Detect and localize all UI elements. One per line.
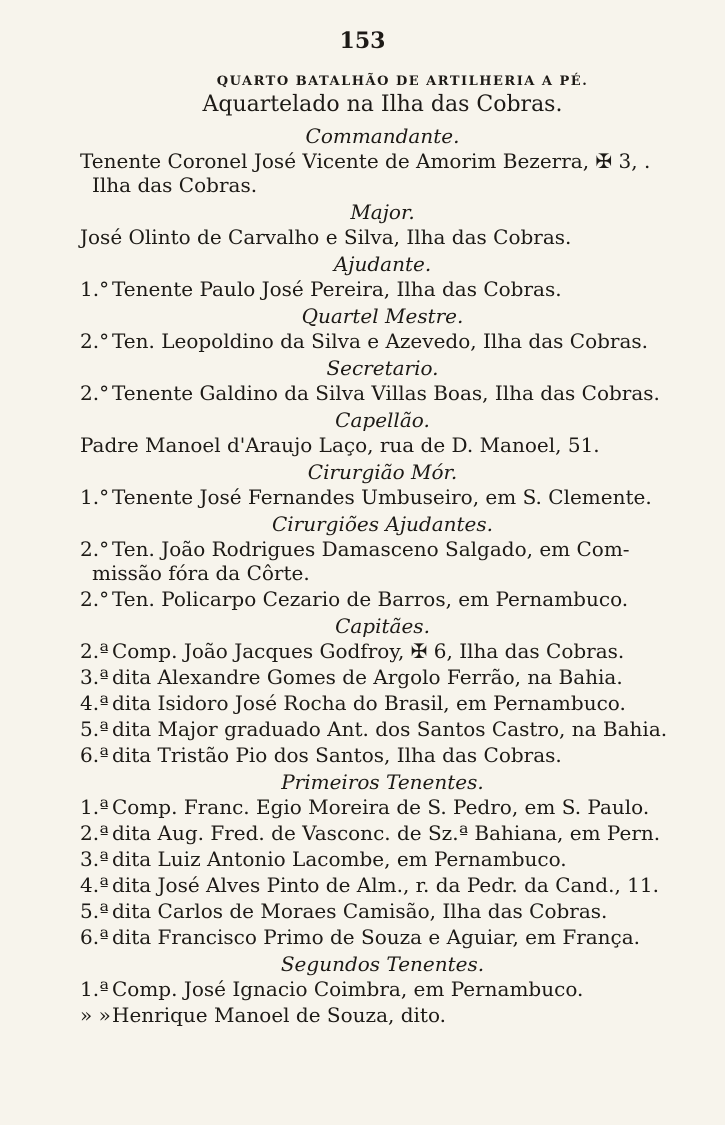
roster-entry bbox=[80, 665, 685, 689]
entry-text: José Olinto de Carvalho e Silva, Ilha das Cobras. bbox=[80, 225, 572, 249]
entry-ordinal: 6.ª bbox=[80, 925, 109, 949]
roster-section bbox=[80, 613, 685, 767]
roster-entry bbox=[80, 639, 685, 663]
entry-ordinal: 3.ª bbox=[80, 665, 109, 689]
roster-section bbox=[80, 407, 685, 457]
entry-continuation: Ilha das Cobras. bbox=[92, 173, 258, 197]
roster-section bbox=[80, 199, 685, 249]
roster-section bbox=[80, 123, 685, 197]
entry-text: Comp. João Jacques Godfroy, ✠ 6, Ilha das Cobras. bbox=[112, 639, 625, 663]
entry-ordinal: 2.° bbox=[80, 537, 110, 561]
entry-ordinal: 2.ª bbox=[80, 821, 109, 845]
roster-entry bbox=[80, 329, 685, 353]
roster-entry bbox=[80, 277, 685, 301]
section-title: Cirurgiões Ajudantes. bbox=[271, 512, 494, 536]
battalion-heading: QUARTO BATALHÃO DE ARTILHERIA A PÉ. bbox=[216, 74, 589, 89]
entry-text: Tenente Paulo José Pereira, Ilha das Cobras. bbox=[112, 277, 562, 301]
entry-text: Ten. João Rodrigues Damasceno Salgado, em Com- bbox=[112, 537, 630, 561]
roster-entry bbox=[80, 847, 685, 871]
section-title: Ajudante. bbox=[333, 252, 432, 276]
entry-ordinal: 2.° bbox=[80, 329, 110, 353]
entry-ordinal: 5.ª bbox=[80, 899, 109, 923]
entry-text: Tenente Coronel José Vicente de Amorim Bezerra, ✠ 3, . bbox=[80, 149, 651, 173]
roster-entry bbox=[80, 1003, 685, 1027]
entry-text: dita José Alves Pinto de Alm., r. da Pedr. da Cand., 11. bbox=[112, 873, 659, 897]
location-subheading: Aquartelado na Ilha das Cobras. bbox=[202, 92, 563, 117]
entry-ordinal: 6.ª bbox=[80, 743, 109, 767]
entry-ordinal: 3.ª bbox=[80, 847, 109, 871]
section-title: Capellão. bbox=[335, 408, 430, 432]
entry-text: dita Luiz Antonio Lacombe, em Pernambuco. bbox=[112, 847, 567, 871]
section-title: Segundos Tenentes. bbox=[280, 952, 485, 976]
entry-ordinal: 1.ª bbox=[80, 795, 109, 819]
section-title: Quartel Mestre. bbox=[301, 304, 464, 328]
roster-entry bbox=[80, 717, 685, 741]
section-title: Secretario. bbox=[326, 356, 439, 380]
entry-text: dita Major graduado Ant. dos Santos Castro, na Bahia. bbox=[112, 717, 668, 741]
entry-ordinal: 5.ª bbox=[80, 717, 109, 741]
entry-text: Comp. José Ignacio Coimbra, em Pernambuco. bbox=[112, 977, 584, 1001]
entry-ordinal: 2.° bbox=[80, 381, 110, 405]
roster-entry bbox=[80, 743, 685, 767]
roster-entry bbox=[80, 485, 685, 509]
section-title: Cirurgião Mór. bbox=[307, 460, 458, 484]
roster-entry bbox=[80, 537, 685, 585]
entry-ordinal: 2.° bbox=[80, 587, 110, 611]
entry-text: Tenente José Fernandes Umbuseiro, em S. Clemente. bbox=[112, 485, 652, 509]
roster-entry bbox=[80, 795, 685, 819]
roster-section bbox=[80, 459, 685, 509]
roster-sections bbox=[80, 123, 685, 1027]
roster-entry bbox=[80, 587, 685, 611]
roster-entry bbox=[80, 977, 685, 1001]
roster-section bbox=[80, 303, 685, 353]
entry-text: Ten. Leopoldino da Silva e Azevedo, Ilha das Cobras. bbox=[112, 329, 649, 353]
entry-text: dita Carlos de Moraes Camisão, Ilha das Cobras. bbox=[112, 899, 608, 923]
entry-text: dita Tristão Pio dos Santos, Ilha das Cobras. bbox=[112, 743, 562, 767]
section-title: Capitães. bbox=[335, 614, 430, 638]
section-title: Primeiros Tenentes. bbox=[281, 770, 484, 794]
entry-ordinal: 1.° bbox=[80, 277, 110, 301]
page-content bbox=[80, 74, 685, 1029]
roster-entry bbox=[80, 899, 685, 923]
entry-text: Tenente Galdino da Silva Villas Boas, Ilha das Cobras. bbox=[112, 381, 660, 405]
entry-text: dita Francisco Primo de Souza e Aguiar, em França. bbox=[112, 925, 641, 949]
roster-section bbox=[80, 511, 685, 611]
roster-entry bbox=[80, 691, 685, 715]
roster-entry bbox=[80, 225, 685, 249]
entry-text: dita Isidoro José Rocha do Brasil, em Pernambuco. bbox=[112, 691, 626, 715]
entry-text: dita Alexandre Gomes de Argolo Ferrão, na Bahia. bbox=[112, 665, 623, 689]
entry-text: Henrique Manoel de Souza, dito. bbox=[112, 1003, 446, 1027]
entry-ordinal: 4.ª bbox=[80, 691, 109, 715]
entry-text: Padre Manoel d'Araujo Laço, rua de D. Manoel, 51. bbox=[80, 433, 600, 457]
entry-ordinal: 4.ª bbox=[80, 873, 109, 897]
roster-section bbox=[80, 251, 685, 301]
roster-section bbox=[80, 951, 685, 1027]
roster-entry bbox=[80, 821, 685, 845]
page-number: 153 bbox=[339, 28, 386, 54]
section-title: Commandante. bbox=[305, 124, 460, 148]
roster-entry bbox=[80, 433, 685, 457]
section-title: Major. bbox=[350, 200, 415, 224]
roster-section bbox=[80, 769, 685, 949]
entry-text: Ten. Policarpo Cezario de Barros, em Pernambuco. bbox=[112, 587, 629, 611]
entry-text: Comp. Franc. Egio Moreira de S. Pedro, em S. Paulo. bbox=[112, 795, 650, 819]
entry-ordinal: 1.° bbox=[80, 485, 110, 509]
roster-section bbox=[80, 355, 685, 405]
entry-ordinal: 1.ª bbox=[80, 977, 109, 1001]
entry-ordinal: 2.ª bbox=[80, 639, 109, 663]
entry-continuation: missão fóra da Côrte. bbox=[92, 561, 310, 585]
entry-ordinal: » » bbox=[80, 1003, 111, 1027]
roster-entry bbox=[80, 925, 685, 949]
roster-entry bbox=[80, 381, 685, 405]
entry-text: dita Aug. Fred. de Vasconc. de Sz.ª Bahiana, em Pern. bbox=[112, 821, 661, 845]
roster-entry bbox=[80, 149, 685, 197]
roster-entry bbox=[80, 873, 685, 897]
